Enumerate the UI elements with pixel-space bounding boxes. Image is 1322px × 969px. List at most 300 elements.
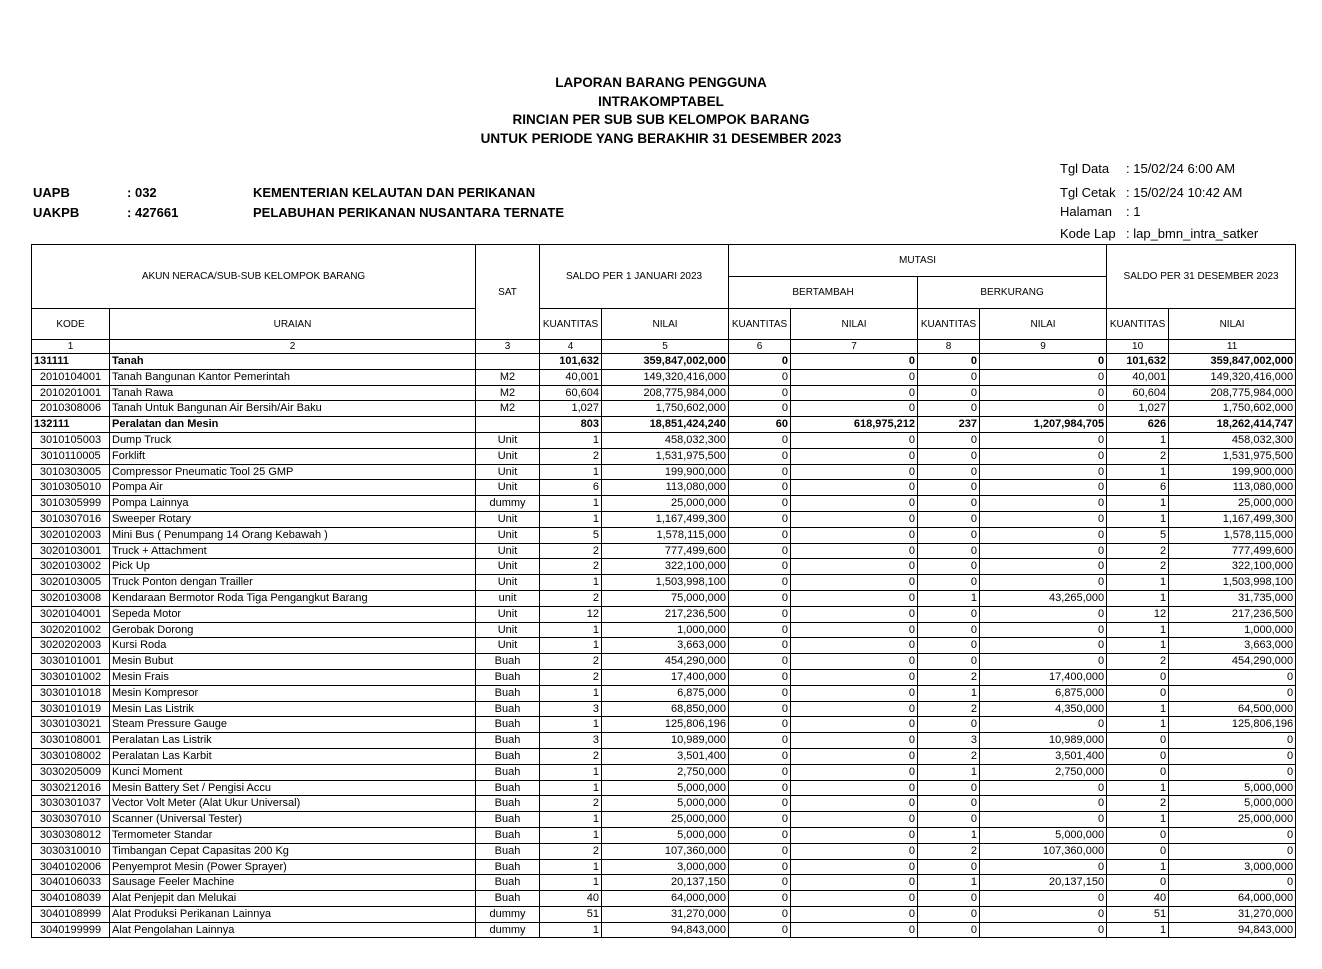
cell-bertambah-kuantitas: 0 [729, 543, 791, 559]
cell-berkurang-nilai: 3,501,400 [980, 748, 1107, 764]
cell-berkurang-kuantitas: 0 [918, 432, 980, 448]
cell-bertambah-kuantitas: 0 [729, 575, 791, 591]
header-kuantitas: KUANTITAS [1107, 309, 1169, 340]
cell-kode: 3010110005 [32, 448, 110, 464]
cell-saldo-akhir-kuantitas: 0 [1107, 733, 1169, 749]
cell-berkurang-kuantitas: 2 [918, 843, 980, 859]
cell-uraian: Mesin Battery Set / Pengisi Accu [110, 780, 476, 796]
report-title: LAPORAN BARANG PENGGUNA [555, 75, 767, 90]
cell-uraian: Peralatan dan Mesin [110, 417, 476, 433]
cell-berkurang-nilai: 107,360,000 [980, 843, 1107, 859]
cell-bertambah-kuantitas: 0 [729, 685, 791, 701]
cell-bertambah-nilai: 0 [791, 590, 918, 606]
header-kuantitas: KUANTITAS [918, 309, 980, 340]
cell-sat: Unit [476, 638, 540, 654]
cell-bertambah-nilai: 0 [791, 764, 918, 780]
cell-saldo-akhir-kuantitas: 1 [1107, 922, 1169, 938]
cell-berkurang-nilai: 4,350,000 [980, 701, 1107, 717]
cell-kode: 3040108999 [32, 906, 110, 922]
cell-kode: 132111 [32, 417, 110, 433]
cell-bertambah-nilai: 0 [791, 480, 918, 496]
cell-saldo-awal-nilai: 359,847,002,000 [602, 354, 729, 370]
cell-bertambah-nilai: 0 [791, 464, 918, 480]
cell-saldo-awal-kuantitas: 60,604 [540, 385, 602, 401]
cell-bertambah-nilai: 0 [791, 638, 918, 654]
header-uraian: URAIAN [110, 309, 476, 340]
cell-berkurang-kuantitas: 2 [918, 669, 980, 685]
cell-uraian: Mini Bus ( Penumpang 14 Orang Kebawah ) [110, 527, 476, 543]
cell-bertambah-kuantitas: 0 [729, 527, 791, 543]
cell-bertambah-nilai: 0 [791, 717, 918, 733]
cell-bertambah-kuantitas: 0 [729, 638, 791, 654]
table-row [32, 401, 1296, 417]
column-number: 9 [980, 340, 1107, 354]
cell-uraian: Gerobak Dorong [110, 622, 476, 638]
table-row [32, 432, 1296, 448]
table-row [32, 906, 1296, 922]
cell-saldo-awal-kuantitas: 2 [540, 843, 602, 859]
cell-bertambah-nilai: 0 [791, 859, 918, 875]
uapb-code: : 032 [127, 185, 157, 200]
uakpb-label: UAKPB [33, 205, 80, 220]
cell-kode: 2010201001 [32, 385, 110, 401]
cell-sat: Buah [476, 812, 540, 828]
cell-saldo-awal-nilai: 458,032,300 [602, 432, 729, 448]
cell-bertambah-kuantitas: 0 [729, 891, 791, 907]
cell-uraian: Penyemprot Mesin (Power Sprayer) [110, 859, 476, 875]
cell-uraian: Pick Up [110, 559, 476, 575]
header-saldo-akhir: SALDO PER 31 DESEMBER 2023 [1107, 245, 1296, 309]
cell-saldo-akhir-kuantitas: 5 [1107, 527, 1169, 543]
cell-saldo-akhir-kuantitas: 12 [1107, 606, 1169, 622]
header-sat: SAT [476, 245, 540, 340]
column-number: 5 [602, 340, 729, 354]
cell-berkurang-kuantitas: 0 [918, 401, 980, 417]
cell-sat: Unit [476, 606, 540, 622]
cell-saldo-awal-nilai: 94,843,000 [602, 922, 729, 938]
table-row [32, 385, 1296, 401]
cell-saldo-awal-nilai: 25,000,000 [602, 812, 729, 828]
cell-saldo-akhir-nilai: 0 [1169, 669, 1296, 685]
cell-saldo-awal-kuantitas: 3 [540, 733, 602, 749]
table-row [32, 496, 1296, 512]
cell-bertambah-nilai: 0 [791, 685, 918, 701]
cell-sat: Unit [476, 511, 540, 527]
table-row [32, 843, 1296, 859]
cell-saldo-awal-nilai: 1,578,115,000 [602, 527, 729, 543]
table-row [32, 480, 1296, 496]
cell-saldo-akhir-kuantitas: 1 [1107, 590, 1169, 606]
cell-berkurang-nilai: 0 [980, 575, 1107, 591]
table-row [32, 859, 1296, 875]
cell-bertambah-nilai: 0 [791, 369, 918, 385]
cell-saldo-awal-nilai: 64,000,000 [602, 891, 729, 907]
cell-saldo-awal-kuantitas: 1 [540, 922, 602, 938]
cell-saldo-awal-kuantitas: 2 [540, 669, 602, 685]
cell-saldo-awal-kuantitas: 2 [540, 748, 602, 764]
cell-berkurang-nilai: 0 [980, 638, 1107, 654]
cell-saldo-awal-nilai: 149,320,416,000 [602, 369, 729, 385]
cell-bertambah-kuantitas: 0 [729, 480, 791, 496]
cell-uraian: Tanah Untuk Bangunan Air Bersih/Air Baku [110, 401, 476, 417]
cell-saldo-akhir-nilai: 94,843,000 [1169, 922, 1296, 938]
cell-saldo-awal-nilai: 75,000,000 [602, 590, 729, 606]
cell-kode: 2010104001 [32, 369, 110, 385]
cell-saldo-awal-kuantitas: 1 [540, 812, 602, 828]
cell-saldo-awal-kuantitas: 1 [540, 764, 602, 780]
cell-bertambah-nilai: 0 [791, 448, 918, 464]
cell-berkurang-kuantitas: 0 [918, 480, 980, 496]
cell-saldo-akhir-nilai: 31,735,000 [1169, 590, 1296, 606]
cell-uraian: Steam Pressure Gauge [110, 717, 476, 733]
cell-berkurang-nilai: 6,875,000 [980, 685, 1107, 701]
cell-berkurang-nilai: 0 [980, 606, 1107, 622]
cell-uraian: Mesin Bubut [110, 654, 476, 670]
uapb-label: UAPB [33, 185, 70, 200]
cell-saldo-awal-kuantitas: 101,632 [540, 354, 602, 370]
cell-saldo-awal-kuantitas: 803 [540, 417, 602, 433]
table-row [32, 733, 1296, 749]
header-akun: AKUN NERACA/SUB-SUB KELOMPOK BARANG [32, 245, 476, 309]
cell-berkurang-kuantitas: 0 [918, 906, 980, 922]
cell-bertambah-nilai: 0 [791, 511, 918, 527]
cell-saldo-akhir-kuantitas: 1 [1107, 717, 1169, 733]
cell-bertambah-kuantitas: 0 [729, 875, 791, 891]
cell-saldo-akhir-nilai: 149,320,416,000 [1169, 369, 1296, 385]
cell-bertambah-kuantitas: 0 [729, 780, 791, 796]
table-row [32, 654, 1296, 670]
cell-saldo-awal-nilai: 1,000,000 [602, 622, 729, 638]
cell-saldo-awal-nilai: 1,503,998,100 [602, 575, 729, 591]
cell-saldo-akhir-nilai: 0 [1169, 733, 1296, 749]
cell-sat: dummy [476, 906, 540, 922]
cell-saldo-awal-nilai: 454,290,000 [602, 654, 729, 670]
cell-saldo-awal-nilai: 3,663,000 [602, 638, 729, 654]
header-nilai: NILAI [980, 309, 1107, 340]
cell-berkurang-kuantitas: 0 [918, 559, 980, 575]
group-row [32, 417, 1296, 433]
column-number: 4 [540, 340, 602, 354]
header-nilai: NILAI [791, 309, 918, 340]
cell-berkurang-kuantitas: 237 [918, 417, 980, 433]
cell-sat: Buah [476, 859, 540, 875]
cell-kode: 131111 [32, 354, 110, 370]
cell-berkurang-nilai: 5,000,000 [980, 827, 1107, 843]
cell-berkurang-kuantitas: 0 [918, 891, 980, 907]
cell-uraian: Tanah Bangunan Kantor Pemerintah [110, 369, 476, 385]
kode-lap-value: : lap_bmn_intra_satker [1126, 226, 1259, 241]
cell-berkurang-kuantitas: 1 [918, 764, 980, 780]
tgl-cetak-label: Tgl Cetak [1060, 185, 1116, 200]
table-row [32, 559, 1296, 575]
table-row [32, 891, 1296, 907]
cell-berkurang-kuantitas: 0 [918, 575, 980, 591]
cell-saldo-akhir-nilai: 0 [1169, 827, 1296, 843]
cell-sat: Buah [476, 875, 540, 891]
cell-saldo-akhir-nilai: 208,775,984,000 [1169, 385, 1296, 401]
cell-uraian: Mesin Las Listrik [110, 701, 476, 717]
table-row [32, 748, 1296, 764]
uakpb-code: : 427661 [127, 205, 179, 220]
cell-saldo-akhir-nilai: 64,000,000 [1169, 891, 1296, 907]
table-row [32, 448, 1296, 464]
cell-sat: Buah [476, 654, 540, 670]
cell-kode: 3030307010 [32, 812, 110, 828]
cell-saldo-awal-nilai: 777,499,600 [602, 543, 729, 559]
cell-saldo-akhir-nilai: 1,503,998,100 [1169, 575, 1296, 591]
table-row [32, 622, 1296, 638]
cell-bertambah-kuantitas: 0 [729, 922, 791, 938]
cell-saldo-akhir-nilai: 3,663,000 [1169, 638, 1296, 654]
header-mutasi: MUTASI [729, 245, 1107, 277]
cell-saldo-awal-nilai: 18,851,424,240 [602, 417, 729, 433]
cell-sat: Buah [476, 701, 540, 717]
cell-saldo-awal-kuantitas: 12 [540, 606, 602, 622]
cell-bertambah-nilai: 0 [791, 922, 918, 938]
cell-kode: 3020202003 [32, 638, 110, 654]
cell-saldo-akhir-nilai: 1,750,602,000 [1169, 401, 1296, 417]
cell-saldo-awal-kuantitas: 2 [540, 448, 602, 464]
cell-kode: 3020103001 [32, 543, 110, 559]
cell-berkurang-kuantitas: 0 [918, 511, 980, 527]
table-row [32, 590, 1296, 606]
cell-berkurang-kuantitas: 0 [918, 622, 980, 638]
cell-sat: dummy [476, 922, 540, 938]
cell-berkurang-kuantitas: 0 [918, 606, 980, 622]
cell-uraian: Vector Volt Meter (Alat Ukur Universal) [110, 796, 476, 812]
cell-bertambah-nilai: 0 [791, 891, 918, 907]
cell-saldo-akhir-nilai: 64,500,000 [1169, 701, 1296, 717]
table-row [32, 575, 1296, 591]
cell-kode: 3020103002 [32, 559, 110, 575]
cell-bertambah-nilai: 0 [791, 654, 918, 670]
cell-berkurang-nilai: 0 [980, 559, 1107, 575]
cell-saldo-awal-kuantitas: 2 [540, 590, 602, 606]
table-row [32, 875, 1296, 891]
cell-berkurang-kuantitas: 0 [918, 717, 980, 733]
cell-saldo-akhir-nilai: 31,270,000 [1169, 906, 1296, 922]
cell-berkurang-kuantitas: 0 [918, 812, 980, 828]
cell-sat: Buah [476, 780, 540, 796]
header-bertambah: BERTAMBAH [729, 277, 918, 309]
cell-uraian: Alat Produksi Perikanan Lainnya [110, 906, 476, 922]
table-row [32, 543, 1296, 559]
table-row [32, 369, 1296, 385]
cell-berkurang-kuantitas: 0 [918, 543, 980, 559]
cell-sat: Buah [476, 891, 540, 907]
cell-kode: 3030108002 [32, 748, 110, 764]
cell-sat: Buah [476, 764, 540, 780]
cell-berkurang-nilai: 0 [980, 401, 1107, 417]
cell-saldo-awal-kuantitas: 1 [540, 827, 602, 843]
cell-saldo-akhir-nilai: 1,167,499,300 [1169, 511, 1296, 527]
cell-uraian: Sweeper Rotary [110, 511, 476, 527]
cell-uraian: Compressor Pneumatic Tool 25 GMP [110, 464, 476, 480]
cell-uraian: Peralatan Las Karbit [110, 748, 476, 764]
cell-sat: M2 [476, 401, 540, 417]
cell-saldo-akhir-kuantitas: 1 [1107, 622, 1169, 638]
cell-berkurang-kuantitas: 0 [918, 354, 980, 370]
header-berkurang: BERKURANG [918, 277, 1107, 309]
column-number: 3 [476, 340, 540, 354]
cell-kode: 3020103008 [32, 590, 110, 606]
cell-kode: 3030101002 [32, 669, 110, 685]
table-row [32, 796, 1296, 812]
cell-saldo-awal-kuantitas: 1 [540, 622, 602, 638]
cell-bertambah-nilai: 0 [791, 733, 918, 749]
header-nilai: NILAI [602, 309, 729, 340]
table-row [32, 511, 1296, 527]
cell-berkurang-kuantitas: 0 [918, 496, 980, 512]
cell-bertambah-kuantitas: 0 [729, 717, 791, 733]
header-kuantitas: KUANTITAS [729, 309, 791, 340]
cell-kode: 3020103005 [32, 575, 110, 591]
cell-saldo-awal-nilai: 5,000,000 [602, 796, 729, 812]
halaman-label: Halaman [1060, 204, 1113, 219]
cell-saldo-akhir-nilai: 777,499,600 [1169, 543, 1296, 559]
cell-saldo-akhir-kuantitas: 1 [1107, 701, 1169, 717]
table-row [32, 764, 1296, 780]
cell-bertambah-nilai: 0 [791, 669, 918, 685]
cell-uraian: Tanah [110, 354, 476, 370]
header-nilai: NILAI [1169, 309, 1296, 340]
cell-uraian: Sausage Feeler Machine [110, 875, 476, 891]
cell-saldo-akhir-kuantitas: 2 [1107, 559, 1169, 575]
cell-bertambah-nilai: 0 [791, 575, 918, 591]
cell-sat: Unit [476, 432, 540, 448]
cell-sat: Unit [476, 622, 540, 638]
cell-bertambah-kuantitas: 0 [729, 859, 791, 875]
cell-berkurang-kuantitas: 0 [918, 448, 980, 464]
cell-berkurang-kuantitas: 1 [918, 875, 980, 891]
cell-berkurang-nilai: 0 [980, 906, 1107, 922]
cell-berkurang-kuantitas: 0 [918, 369, 980, 385]
cell-sat: Buah [476, 669, 540, 685]
cell-sat: dummy [476, 496, 540, 512]
cell-sat: Buah [476, 733, 540, 749]
cell-saldo-awal-nilai: 107,360,000 [602, 843, 729, 859]
cell-kode: 3030310010 [32, 843, 110, 859]
cell-kode: 3030212016 [32, 780, 110, 796]
cell-saldo-awal-nilai: 113,080,000 [602, 480, 729, 496]
cell-sat: Buah [476, 685, 540, 701]
cell-uraian: Timbangan Cepat Capasitas 200 Kg [110, 843, 476, 859]
cell-bertambah-nilai: 0 [791, 843, 918, 859]
tgl-cetak-value: : 15/02/24 10:42 AM [1126, 185, 1243, 200]
cell-uraian: Kursi Roda [110, 638, 476, 654]
cell-saldo-akhir-kuantitas: 51 [1107, 906, 1169, 922]
cell-kode: 3010105003 [32, 432, 110, 448]
cell-saldo-akhir-kuantitas: 40,001 [1107, 369, 1169, 385]
cell-kode: 3010307016 [32, 511, 110, 527]
cell-saldo-akhir-nilai: 0 [1169, 843, 1296, 859]
cell-saldo-awal-nilai: 1,531,975,500 [602, 448, 729, 464]
cell-uraian: Kendaraan Bermotor Roda Tiga Pengangkut Barang [110, 590, 476, 606]
cell-saldo-akhir-kuantitas: 2 [1107, 796, 1169, 812]
cell-saldo-akhir-kuantitas: 1,027 [1107, 401, 1169, 417]
cell-kode: 2010308006 [32, 401, 110, 417]
kode-lap-label: Kode Lap [1060, 226, 1116, 241]
cell-saldo-awal-kuantitas: 1 [540, 511, 602, 527]
table-row [32, 827, 1296, 843]
cell-bertambah-nilai: 0 [791, 401, 918, 417]
report-subtitle-detail: RINCIAN PER SUB SUB KELOMPOK BARANG [512, 112, 810, 128]
cell-uraian: Forklift [110, 448, 476, 464]
column-number-row [32, 340, 1296, 354]
cell-berkurang-nilai: 2,750,000 [980, 764, 1107, 780]
cell-saldo-akhir-kuantitas: 2 [1107, 543, 1169, 559]
table-row [32, 717, 1296, 733]
cell-saldo-awal-kuantitas: 2 [540, 543, 602, 559]
cell-sat: Buah [476, 827, 540, 843]
column-number: 8 [918, 340, 980, 354]
cell-saldo-awal-kuantitas: 1 [540, 464, 602, 480]
cell-berkurang-nilai: 0 [980, 527, 1107, 543]
cell-saldo-akhir-nilai: 322,100,000 [1169, 559, 1296, 575]
cell-bertambah-kuantitas: 0 [729, 764, 791, 780]
cell-kode: 3020102003 [32, 527, 110, 543]
cell-berkurang-nilai: 20,137,150 [980, 875, 1107, 891]
cell-berkurang-nilai: 0 [980, 717, 1107, 733]
cell-uraian: Mesin Kompresor [110, 685, 476, 701]
cell-bertambah-nilai: 0 [791, 827, 918, 843]
column-number: 11 [1169, 340, 1296, 354]
cell-bertambah-kuantitas: 0 [729, 906, 791, 922]
table-row [32, 638, 1296, 654]
cell-berkurang-kuantitas: 0 [918, 654, 980, 670]
cell-berkurang-nilai: 0 [980, 812, 1107, 828]
cell-sat: Unit [476, 448, 540, 464]
cell-bertambah-kuantitas: 0 [729, 796, 791, 812]
cell-bertambah-kuantitas: 0 [729, 511, 791, 527]
table-row [32, 464, 1296, 480]
cell-saldo-akhir-nilai: 113,080,000 [1169, 480, 1296, 496]
cell-saldo-awal-kuantitas: 2 [540, 654, 602, 670]
report-rows [32, 354, 1296, 938]
cell-berkurang-kuantitas: 0 [918, 464, 980, 480]
cell-berkurang-nilai: 0 [980, 496, 1107, 512]
cell-saldo-awal-nilai: 20,137,150 [602, 875, 729, 891]
cell-bertambah-kuantitas: 0 [729, 733, 791, 749]
cell-saldo-awal-kuantitas: 1 [540, 717, 602, 733]
cell-bertambah-nilai: 0 [791, 527, 918, 543]
cell-bertambah-kuantitas: 0 [729, 401, 791, 417]
table-row [32, 606, 1296, 622]
cell-bertambah-nilai: 0 [791, 780, 918, 796]
cell-berkurang-nilai: 0 [980, 448, 1107, 464]
cell-saldo-akhir-nilai: 25,000,000 [1169, 496, 1296, 512]
cell-sat [476, 417, 540, 433]
cell-saldo-akhir-kuantitas: 2 [1107, 654, 1169, 670]
cell-saldo-awal-kuantitas: 40,001 [540, 369, 602, 385]
cell-sat: Buah [476, 843, 540, 859]
cell-berkurang-kuantitas: 0 [918, 527, 980, 543]
cell-saldo-akhir-kuantitas: 1 [1107, 859, 1169, 875]
cell-berkurang-nilai: 0 [980, 511, 1107, 527]
group-row [32, 354, 1296, 370]
cell-berkurang-kuantitas: 0 [918, 638, 980, 654]
cell-bertambah-kuantitas: 0 [729, 448, 791, 464]
cell-bertambah-kuantitas: 0 [729, 559, 791, 575]
cell-uraian: Sepeda Motor [110, 606, 476, 622]
cell-bertambah-nilai: 0 [791, 622, 918, 638]
cell-saldo-akhir-nilai: 1,578,115,000 [1169, 527, 1296, 543]
cell-saldo-awal-nilai: 25,000,000 [602, 496, 729, 512]
cell-bertambah-kuantitas: 0 [729, 606, 791, 622]
cell-saldo-awal-nilai: 322,100,000 [602, 559, 729, 575]
cell-saldo-akhir-kuantitas: 1 [1107, 496, 1169, 512]
cell-uraian: Termometer Standar [110, 827, 476, 843]
